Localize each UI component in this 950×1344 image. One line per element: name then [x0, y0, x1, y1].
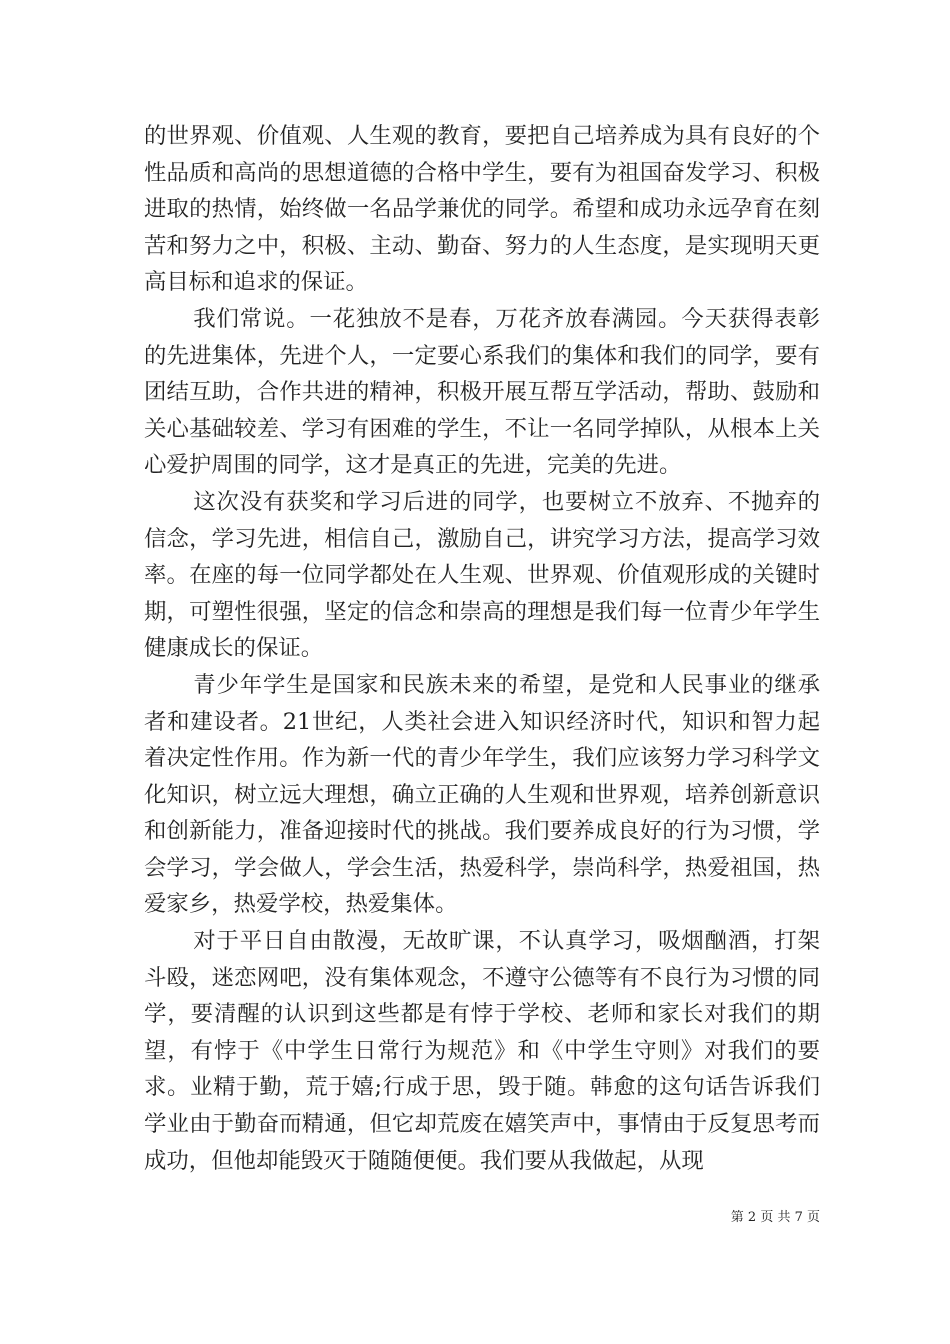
paragraph-4: 青少年学生是国家和民族未来的希望，是党和人民事业的继承者和建设者。21世纪，人类社会进入知识经济时代，知识和智力起着决定性作用。作为新一代的青少年学生，我们应该努力学习科学文化知识，树立远大理想，确立正确的人生观和世界观，培养创新意识和创新能力，准备迎接时代的挑战。我们要养成良好的行为习惯，学会学习，学会做人，学会生活，热爱科学，崇尚科学，热爱祖国，热爱家乡，热爱学校，热爱集体。 [144, 671, 820, 918]
page-number-footer: 第 2 页 共 7 页 [730, 1210, 820, 1225]
paragraph-2: 我们常说。一花独放不是春，万花齐放春满园。今天获得表彰的先进集体，先进个人，一定要心系我们的集体和我们的同学，要有团结互助，合作共进的精神，积极开展互帮互学活动，帮助、鼓励和关心基础较差、学习有困难的学生，不让一名同学掉队，从根本上关心爱护周围的同学，这才是真正的先进，完美的先进。 [144, 305, 820, 479]
paragraph-5: 对于平日自由散漫，无故旷课，不认真学习，吸烟酗酒，打架斗殴，迷恋网吧，没有集体观念，不遵守公德等有不良行为习惯的同学，要清醒的认识到这些都是有悖于学校、老师和家长对我们的期望，有悖于《中学生日常行为规范》和《中学生守则》对我们的要求。业精于勤，荒于嬉;行成于思，毁于随。韩愈的这句话告诉我们学业由于勤奋而精通，但它却荒废在嬉笑声中，事情由于反复思考而成功，但他却能毁灭于随随便便。我们要从我做起，从现 [144, 928, 820, 1174]
paragraph-1: 的世界观、价值观、人生观的教育，要把自己培养成为具有良好的个性品质和高尚的思想道德的合格中学生，要有为祖国奋发学习、积极进取的热情，始终做一名品学兼优的同学。希望和成功永远孕育在刻苦和努力之中，积极、主动、勤奋、努力的人生态度，是实现明天更高目标和追求的保证。 [144, 123, 820, 296]
paragraph-3: 这次没有获奖和学习后进的同学，也要树立不放弃、不抛弃的信念，学习先进，相信自己，激励自己，讲究学习方法，提高学习效率。在座的每一位同学都处在人生观、世界观、价值观形成的关键时期，可塑性很强，坚定的信念和崇高的理想是我们每一位青少年学生健康成长的保证。 [144, 488, 820, 662]
document-body [144, 118, 820, 1179]
